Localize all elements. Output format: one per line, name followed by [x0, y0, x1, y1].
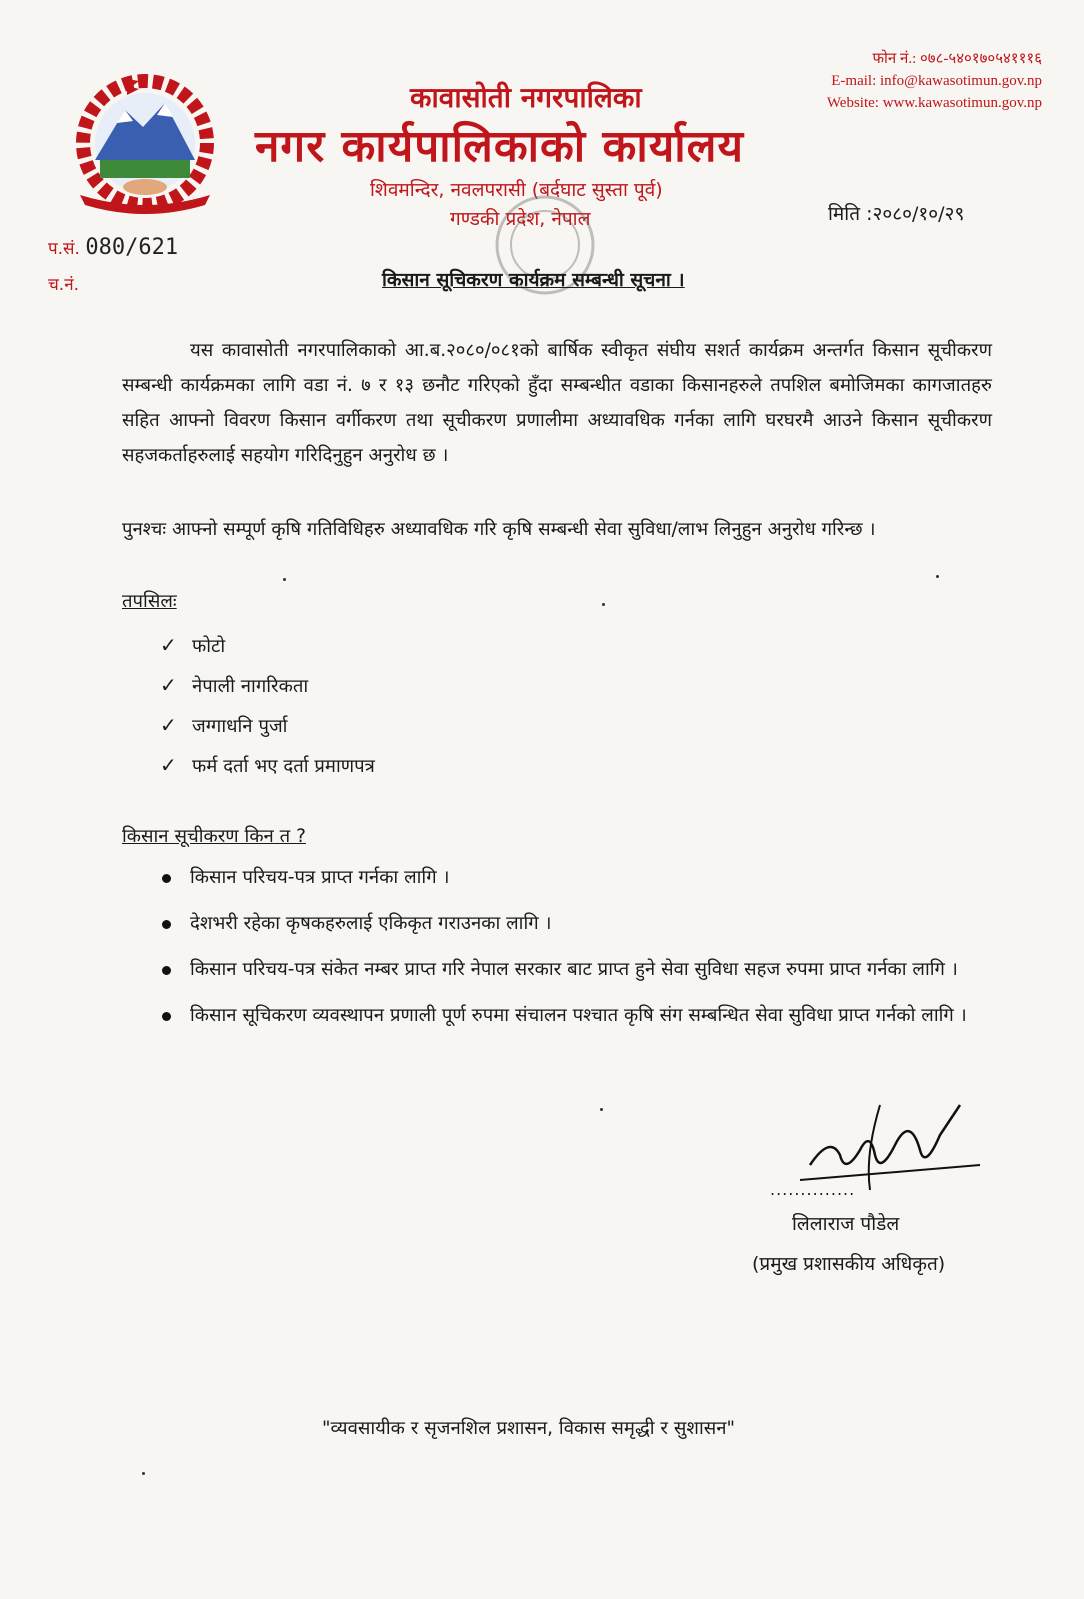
bullet-icon: [162, 920, 171, 929]
office-name: नगर कार्यपालिकाको कार्यालय: [255, 121, 744, 172]
body-paragraph-1: यस कावासोती नगरपालिकाको आ.ब.२०८०/०८१को बार्षिक स्वीकृत संघीय सशर्त कार्यक्रम अन्तर्गत किसान सूचीकरण सम्बन्धी कार्यक्रमका लागि वडा नं. ७ र १३ छनौट गरिएको हुँदा सम्बन्धीत वडाका किसानहरुले तपशिल बमोजिमका कागजातहरु सहित आफ्नो विवरण किसान वर्गीकरण तथा सूचीकरण प्रणालीमा अध्यावधिक गर्नका लागि घरघरमै आउने किसान सूचीकरण सहजकर्ताहरुलाई सहयोग गरिदिनुहुन अनुरोध छ ।: [122, 340, 992, 466]
signatory-name: लिलाराज पौडेल: [792, 1213, 900, 1235]
reference-value: 080/621: [85, 235, 179, 260]
phone-number: फोन नं.: ०७८-५४०१७०५४१११६: [872, 51, 1042, 67]
body-paragraph-2: पुनश्चः आफ्नो सम्पूर्ण कृषि गतिविधिहरु अध्यावधिक गरि कृषि सम्बन्धी सेवा सुविधा/लाभ लिनुहुन अनुरोध गरिन्छ ।: [122, 519, 876, 540]
paper-speck: [936, 575, 939, 578]
municipality-name: कावासोती नगरपालिका: [410, 81, 642, 114]
list-item: ✓ फर्म दर्ता भए दर्ता प्रमाणपत्र: [160, 753, 375, 777]
email-address: E-mail: info@kawasotimun.gov.np: [831, 73, 1042, 89]
list-item: देशभरी रहेका कृषकहरुलाई एकिकृत गराउनका लागि ।: [160, 906, 990, 942]
signatory-title: (प्रमुख प्रशासकीय अधिकृत): [752, 1253, 946, 1275]
checkmark-icon: ✓: [160, 713, 177, 737]
reference-number: [48, 235, 178, 260]
letter-date: मिति :२०८०/१०/२९: [828, 203, 965, 225]
footer-slogan: "व्यवसायीक र सृजनशिल प्रशासन, विकास समृद्धी र सुशासन": [322, 1418, 736, 1439]
notice-subject: किसान सूचिकरण कार्यक्रम सम्बन्धी सूचना ।: [382, 269, 685, 291]
checkmark-icon: ✓: [160, 673, 177, 697]
list-item: ✓ जग्गाधनि पुर्जा: [160, 713, 288, 737]
nepal-emblem-logo: [55, 65, 235, 215]
paper-speck: [283, 578, 286, 581]
bullet-icon: [162, 874, 171, 883]
signature-line: ..............: [770, 1180, 856, 1199]
list-item: ✓ नेपाली नागरिकता: [160, 673, 309, 697]
list-item: किसान परिचय-पत्र संकेत नम्बर प्राप्त गरि नेपाल सरकार बाट प्राप्त हुने सेवा सुविधा सहज रुपमा प्राप्त गर्नका लागि ।: [160, 952, 990, 988]
paper-speck: [600, 1108, 603, 1111]
office-province: गण्डकी प्रदेश, नेपाल: [450, 208, 591, 230]
checkmark-icon: ✓: [160, 753, 177, 777]
contact-block: [827, 48, 1042, 114]
list-item: ✓ फोटो: [160, 633, 226, 657]
reference-label: प.सं.: [48, 239, 80, 259]
website-address: Website: www.kawasotimun.gov.np: [826, 95, 1042, 111]
dispatch-number-label: च.नं.: [48, 275, 80, 295]
list-item: किसान सूचिकरण व्यवस्थापन प्रणाली पूर्ण रुपमा संचालन पश्चात कृषि संग सम्बन्धित सेवा सुविधा प्राप्त गर्नको लागि ।: [160, 998, 990, 1034]
paper-speck: [142, 1472, 145, 1475]
office-address: शिवमन्दिर, नवलपरासी (बर्दघाट सुस्ता पूर्व): [370, 179, 663, 201]
reasons-heading: किसान सूचीकरण किन त ?: [122, 826, 306, 847]
documents-heading: तपसिलः: [122, 591, 177, 612]
list-item: किसान परिचय-पत्र प्राप्त गर्नका लागि ।: [160, 860, 990, 896]
checkmark-icon: ✓: [160, 633, 177, 657]
documents-list: [160, 625, 375, 785]
paper-speck: [602, 603, 605, 606]
bullet-icon: [162, 966, 171, 975]
reasons-list: [160, 860, 990, 1044]
bullet-icon: [162, 1012, 171, 1021]
